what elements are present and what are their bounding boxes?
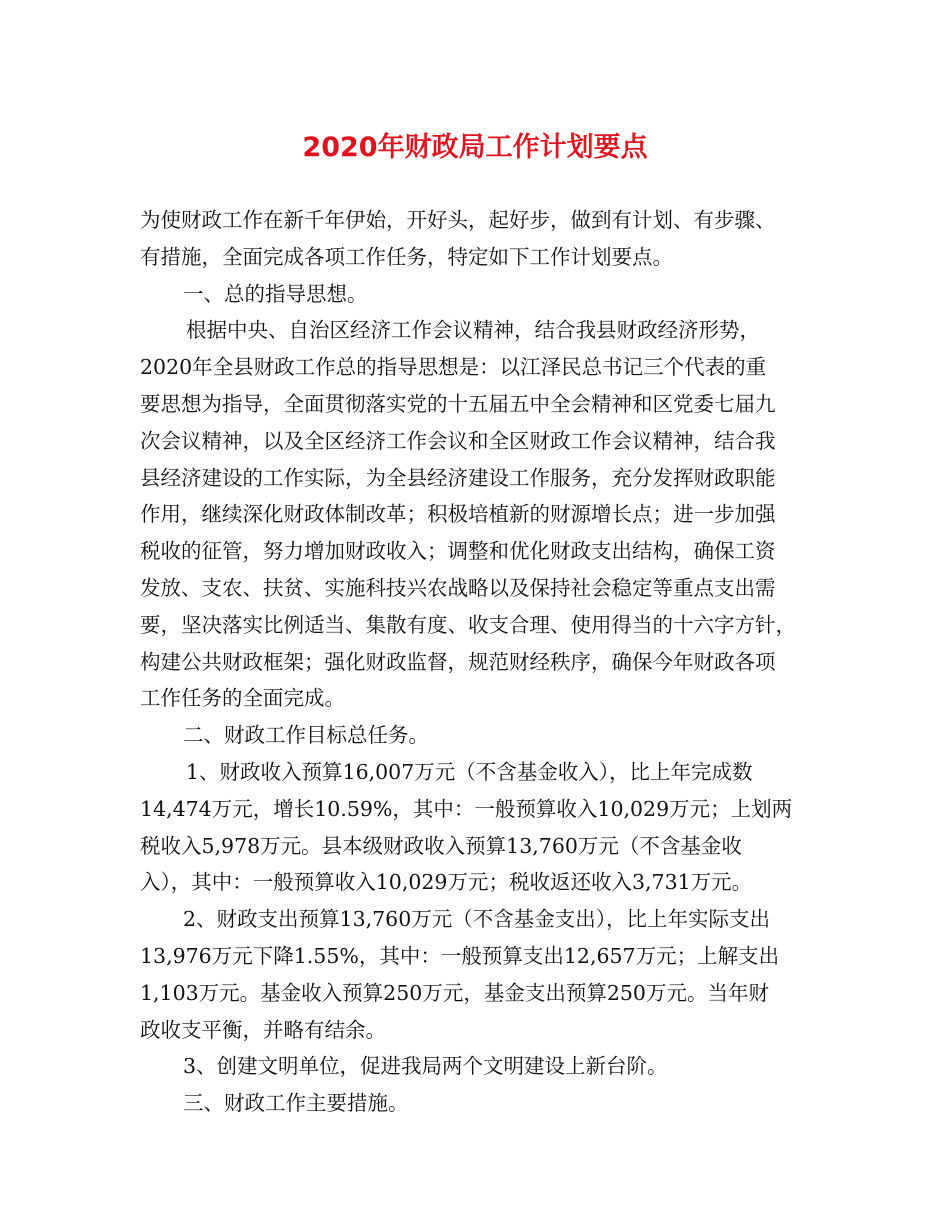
paragraph-line: 作用，继续深化财政体制改革；积极培植新的财源增长点；进一步加强 [140, 502, 776, 527]
section-heading: 二、财政工作目标总任务。 [183, 723, 429, 748]
section-heading: 一、总的指导思想。 [183, 281, 368, 306]
paragraph-line: 为使财政工作在新千年伊始，开好头，起好步，做到有计划、有步骤、 [140, 208, 776, 232]
paragraph-line: 要思想为指导，全面贯彻落实党的十五届五中全会精神和区党委七届九 [140, 391, 776, 416]
paragraph-line: 13,976万元下降1.55%，其中：一般预算支出12,657万元；上解支出 [140, 943, 780, 968]
paragraph-line: 税收的征管，努力增加财政收入；调整和优化财政支出结构，确保工资 [140, 539, 776, 564]
paragraph-line: 发放、支农、扶贫、实施科技兴农战略以及保持社会稳定等重点支出需 [140, 575, 776, 600]
paragraph-line: 构建公共财政框架；强化财政监督，规范财经秩序，确保今年财政各项 [140, 649, 776, 674]
paragraph-line: 2、财政支出预算13,760万元（不含基金支出），比上年实际支出 [183, 907, 771, 932]
paragraph-line: 1,103万元。基金收入预算250万元，基金支出预算250万元。当年财 [140, 980, 769, 1005]
paragraph-line: 税收入5,978万元。县本级财政收入预算13,760万元（不含基金收 [140, 833, 742, 858]
paragraph-line: 1、财政收入预算16,007万元（不含基金收入），比上年完成数 [186, 759, 753, 784]
paragraph-line: 14,474万元，增长10.59%，其中：一般预算收入10,029万元；上划两 [140, 796, 793, 821]
paragraph-line: 根据中央、自治区经济工作会议精神，结合我县财政经济形势， [186, 318, 760, 343]
paragraph-line: 有措施，全面完成各项工作任务，特定如下工作计划要点。 [140, 244, 673, 269]
paragraph-line: 2020年全县财政工作总的指导思想是：以江泽民总书记三个代表的重 [140, 355, 767, 380]
paragraph-line: 政收支平衡，并略有结余。 [140, 1017, 386, 1042]
paragraph-line: 次会议精神，以及全区经济工作会议和全区财政工作会议精神，结合我 [140, 428, 776, 453]
document-title: 2020年财政局工作计划要点 [302, 132, 648, 163]
section-heading: 三、财政工作主要措施。 [183, 1091, 409, 1116]
paragraph-line: 入），其中：一般预算收入10,029万元；税收返还收入3,731万元。 [140, 870, 753, 895]
paragraph-line: 工作任务的全面完成。 [140, 686, 345, 711]
paragraph-line: 要，坚决落实比例适当、集散有度、收支合理、使用得当的十六字方针， [140, 612, 796, 637]
paragraph-line: 县经济建设的工作实际，为全县经济建设工作服务，充分发挥财政职能 [140, 465, 776, 490]
document-body [140, 202, 816, 1122]
paragraph-line: 3、创建文明单位，促进我局两个文明建设上新台阶。 [183, 1054, 668, 1079]
